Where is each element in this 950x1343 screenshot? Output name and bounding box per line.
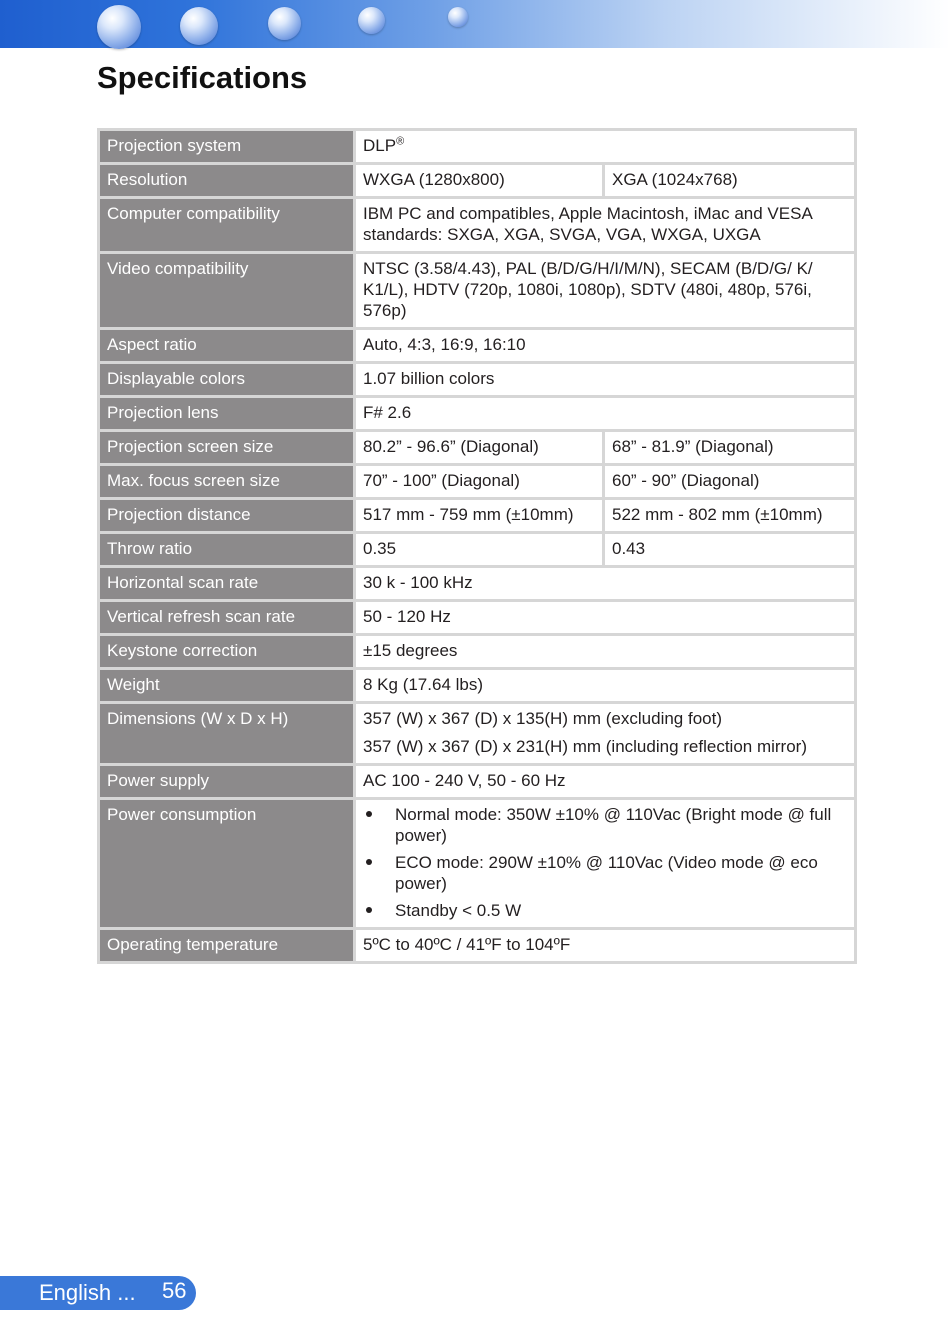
header-bubble-decoration: [180, 7, 218, 45]
row-value: 80.2” - 96.6” (Diagonal): [355, 431, 604, 465]
row-value: ±15 degrees: [355, 635, 856, 669]
header-bubble-decoration: [97, 5, 141, 49]
row-value: 8 Kg (17.64 lbs): [355, 669, 856, 703]
table-row: [99, 567, 856, 601]
row-value: DLP®: [355, 130, 856, 164]
table-row: [99, 363, 856, 397]
row-value: Auto, 4:3, 16:9, 16:10: [355, 329, 856, 363]
row-value: 60” - 90” (Diagonal): [604, 465, 856, 499]
row-value: 68” - 81.9” (Diagonal): [604, 431, 856, 465]
header-bubble-decoration: [448, 7, 468, 27]
dimensions-line: 357 (W) x 367 (D) x 135(H) mm (excluding foot): [363, 709, 722, 728]
table-row: [99, 397, 856, 431]
dimensions-line: 357 (W) x 367 (D) x 231(H) mm (including reflection mirror): [363, 737, 807, 756]
row-label: Vertical refresh scan rate: [99, 601, 355, 635]
table-row: [99, 130, 856, 164]
row-label: Projection system: [99, 130, 355, 164]
row-label: Weight: [99, 669, 355, 703]
row-value: 0.43: [604, 533, 856, 567]
header-bubble-decoration: [268, 7, 301, 40]
row-value: IBM PC and compatibles, Apple Macintosh, iMac and VESA standards: SXGA, XGA, SVGA, VGA, WXGA, UXGA: [355, 198, 856, 253]
table-row: [99, 703, 856, 765]
table-row: [99, 635, 856, 669]
row-label: Displayable colors: [99, 363, 355, 397]
row-value: 30 k - 100 kHz: [355, 567, 856, 601]
row-label: Power supply: [99, 765, 355, 799]
table-row: [99, 929, 856, 963]
row-label: Aspect ratio: [99, 329, 355, 363]
row-label: Video compatibility: [99, 253, 355, 329]
table-row: [99, 329, 856, 363]
page-title: Specifications: [97, 60, 308, 95]
row-value: 50 - 120 Hz: [355, 601, 856, 635]
row-value: [355, 703, 856, 765]
row-label: Dimensions (W x D x H): [99, 703, 355, 765]
row-label: Computer compatibility: [99, 198, 355, 253]
table-row: [99, 499, 856, 533]
row-label: Projection distance: [99, 499, 355, 533]
table-row: [99, 431, 856, 465]
table-row: [99, 164, 856, 198]
row-label: Projection lens: [99, 397, 355, 431]
list-item: ECO mode: 290W ±10% @ 110Vac (Video mode @ eco power): [363, 852, 847, 894]
row-label: Throw ratio: [99, 533, 355, 567]
row-value: WXGA (1280x800): [355, 164, 604, 198]
row-value: 0.35: [355, 533, 604, 567]
list-item: Normal mode: 350W ±10% @ 110Vac (Bright mode @ full power): [363, 804, 847, 846]
row-value: 5ºC to 40ºC / 41ºF to 104ºF: [355, 929, 856, 963]
table-row: [99, 765, 856, 799]
power-consumption-list: [363, 804, 847, 921]
table-row: [99, 253, 856, 329]
row-value: 70” - 100” (Diagonal): [355, 465, 604, 499]
specifications-table: [97, 128, 857, 964]
table-row: [99, 799, 856, 929]
row-value: XGA (1024x768): [604, 164, 856, 198]
header-bubble-decoration: [358, 7, 385, 34]
footer-language: English ...: [39, 1280, 136, 1305]
table-row: [99, 669, 856, 703]
table-row: [99, 198, 856, 253]
row-value: [355, 799, 856, 929]
table-row: [99, 465, 856, 499]
row-label: Projection screen size: [99, 431, 355, 465]
row-label: Max. focus screen size: [99, 465, 355, 499]
row-label: Resolution: [99, 164, 355, 198]
registered-mark: ®: [396, 135, 405, 148]
row-value: F# 2.6: [355, 397, 856, 431]
table-row: [99, 533, 856, 567]
row-label: Power consumption: [99, 799, 355, 929]
row-value: AC 100 - 240 V, 50 - 60 Hz: [355, 765, 856, 799]
list-item: Standby < 0.5 W: [363, 900, 847, 921]
row-label: Horizontal scan rate: [99, 567, 355, 601]
header-band: [0, 0, 950, 48]
table-row: [99, 601, 856, 635]
row-value: 1.07 billion colors: [355, 363, 856, 397]
row-value: 522 mm - 802 mm (±10mm): [604, 499, 856, 533]
row-label: Operating temperature: [99, 929, 355, 963]
row-value: NTSC (3.58/4.43), PAL (B/D/G/H/I/M/N), SECAM (B/D/G/ K/ K1/L), HDTV (720p, 1080i, 1080p), SDTV (480i, 480p, 576i, 576p): [355, 253, 856, 329]
page-number: 56: [162, 1278, 187, 1303]
row-label: Keystone correction: [99, 635, 355, 669]
row-value: 517 mm - 759 mm (±10mm): [355, 499, 604, 533]
